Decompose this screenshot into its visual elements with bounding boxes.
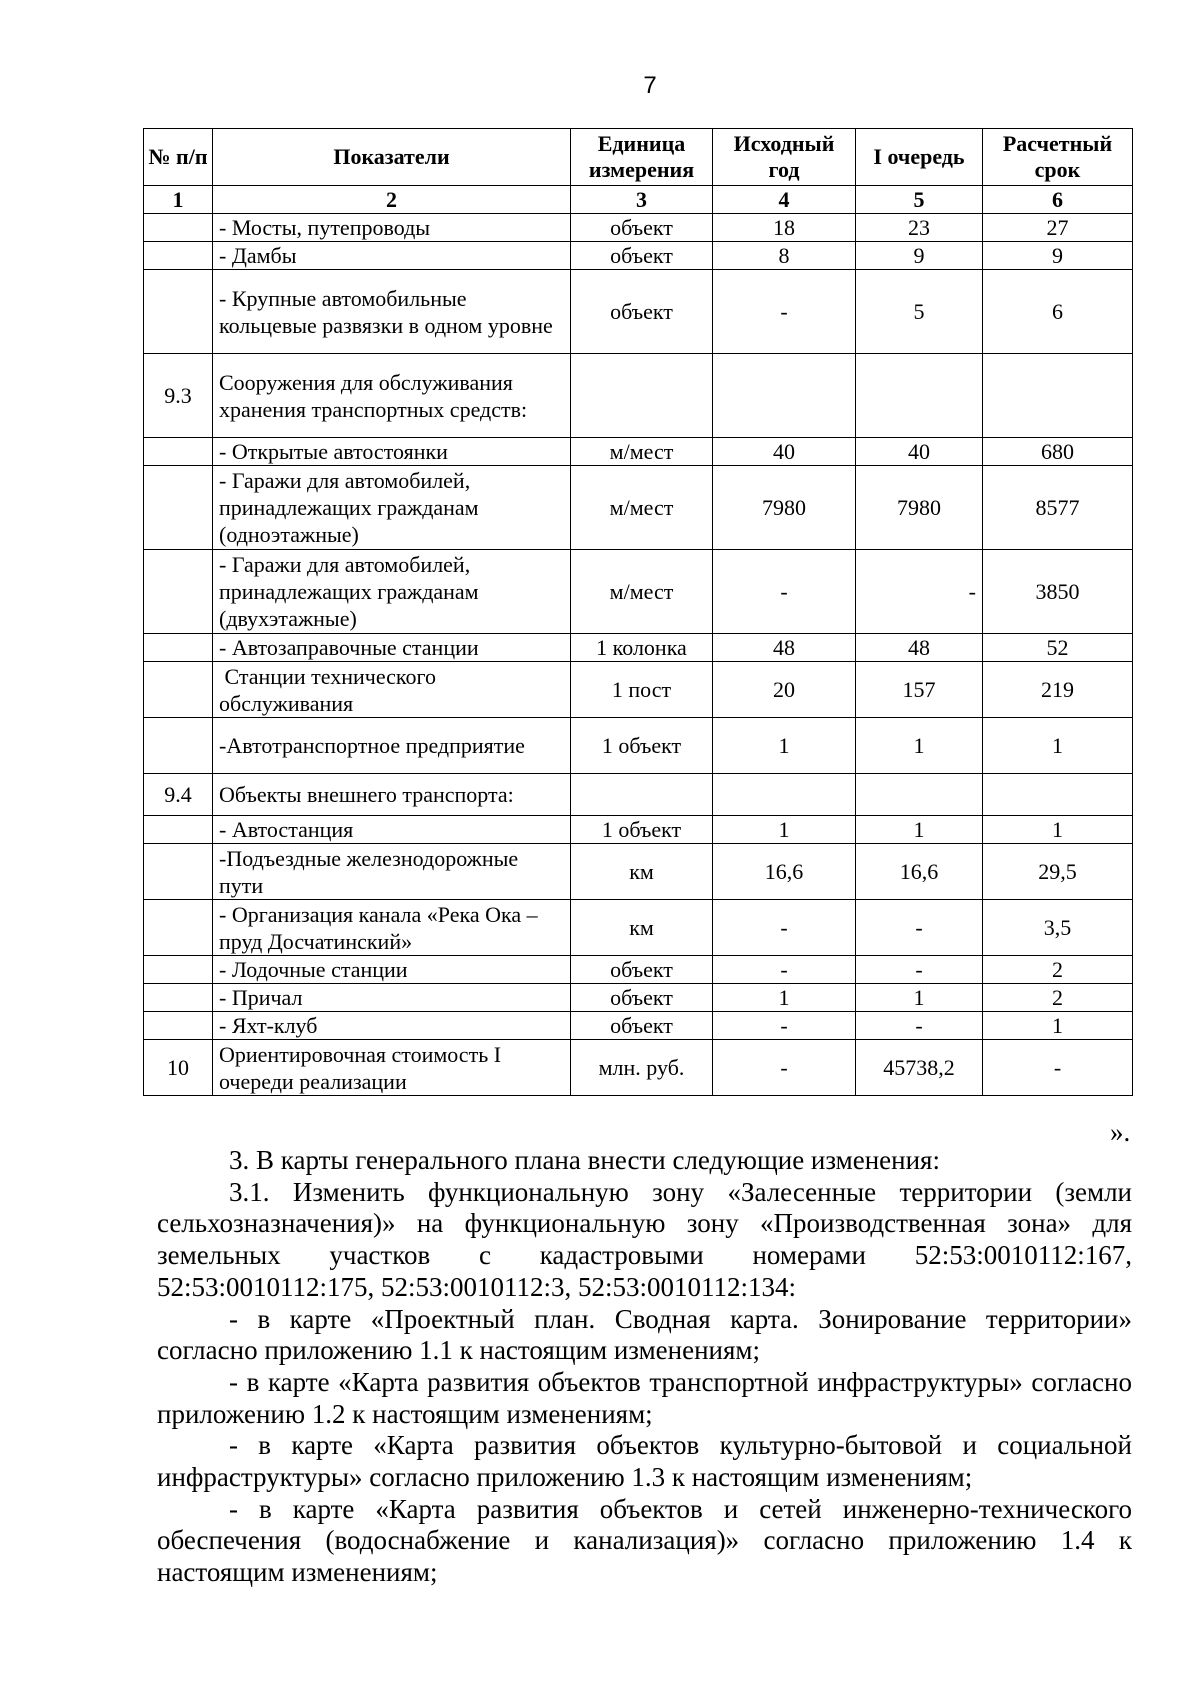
unit-cell: объект: [571, 270, 713, 354]
indicator-name: Ориентировочная стоимость I очереди реализации: [213, 1040, 571, 1096]
base-year-cell: 48: [713, 634, 856, 662]
header-cell: Единица измерения: [571, 129, 713, 186]
indicator-name: - Организация канала «Река Ока – пруд Досчатинский»: [213, 900, 571, 956]
indicator-name: - Гаражи для автомобилей, принадлежащих гражданам (двухэтажные): [213, 550, 571, 634]
first-stage-cell: 9: [856, 242, 983, 270]
target-term-cell: 6: [983, 270, 1133, 354]
target-term-cell: [983, 774, 1133, 816]
row-number: [144, 270, 213, 354]
target-term-cell: 3850: [983, 550, 1133, 634]
first-stage-cell: 1: [856, 816, 983, 844]
indicator-name: - Крупные автомобильные кольцевые развязки в одном уровне: [213, 270, 571, 354]
indicator-name: - Автостанция: [213, 816, 571, 844]
table-row: [144, 662, 1133, 718]
row-number: 9.3: [144, 354, 213, 438]
base-year-cell: 16,6: [713, 844, 856, 900]
indicator-name: - Яхт-клуб: [213, 1012, 571, 1040]
base-year-cell: 1: [713, 816, 856, 844]
paragraph: 3.1. Изменить функциональную зону «Залесенные территории (земли сельхозназначения)» на функциональную зону «Производственная зона» для земельных участков с кадастровыми номерами 52:53:0010112:167, 52:53:0010112:175, 52:53:0010112:3, 52:53:0010112:134:: [157, 1176, 1132, 1302]
target-term-cell: 9: [983, 242, 1133, 270]
first-stage-cell: 40: [856, 438, 983, 466]
first-stage-cell: -: [856, 956, 983, 984]
base-year-cell: 1: [713, 984, 856, 1012]
table-row: [144, 718, 1133, 774]
base-year-cell: 18: [713, 214, 856, 242]
unit-cell: объект: [571, 1012, 713, 1040]
unit-cell: объект: [571, 984, 713, 1012]
paragraph: - в карте «Карта развития объектов культурно-бытовой и социальной инфраструктуры» согласно приложению 1.3 к настоящим изменениям;: [157, 1430, 1132, 1493]
table-row: [144, 984, 1133, 1012]
table-header-row: [144, 129, 1133, 186]
row-number: 10: [144, 1040, 213, 1096]
column-number: 1: [144, 186, 213, 214]
row-number: 9.4: [144, 774, 213, 816]
target-term-cell: 219: [983, 662, 1133, 718]
table-row: [144, 438, 1133, 466]
indicator-name: - Открытые автостоянки: [213, 438, 571, 466]
row-number: [144, 438, 213, 466]
column-number: 5: [856, 186, 983, 214]
indicator-name: - Мосты, путепроводы: [213, 214, 571, 242]
row-number: [144, 718, 213, 774]
base-year-cell: 40: [713, 438, 856, 466]
first-stage-cell: [856, 774, 983, 816]
row-number: [144, 662, 213, 718]
base-year-cell: -: [713, 270, 856, 354]
row-number: [144, 634, 213, 662]
table-row: [144, 900, 1133, 956]
target-term-cell: 27: [983, 214, 1133, 242]
unit-cell: 1 объект: [571, 816, 713, 844]
indicator-name: - Лодочные станции: [213, 956, 571, 984]
target-term-cell: 2: [983, 956, 1133, 984]
indicator-name: -Подъездные железнодорожные пути: [213, 844, 571, 900]
unit-cell: 1 пост: [571, 662, 713, 718]
row-number: [144, 816, 213, 844]
unit-cell: м/мест: [571, 550, 713, 634]
base-year-cell: -: [713, 1012, 856, 1040]
unit-cell: [571, 774, 713, 816]
indicator-name: Объекты внешнего транспорта:: [213, 774, 571, 816]
base-year-cell: 7980: [713, 466, 856, 550]
column-number: 3: [571, 186, 713, 214]
first-stage-cell: -: [856, 1012, 983, 1040]
indicator-name: -Автотранспортное предприятие: [213, 718, 571, 774]
unit-cell: объект: [571, 956, 713, 984]
base-year-cell: -: [713, 550, 856, 634]
first-stage-cell: [856, 354, 983, 438]
column-number: 2: [213, 186, 571, 214]
indicator-name: - Автозаправочные станции: [213, 634, 571, 662]
table-section-row: [144, 354, 1133, 438]
target-term-cell: -: [983, 1040, 1133, 1096]
first-stage-cell: 5: [856, 270, 983, 354]
indicator-name: - Гаражи для автомобилей, принадлежащих гражданам (одноэтажные): [213, 466, 571, 550]
paragraph: - в карте «Карта развития объектов и сетей инженерно-технического обеспечения (водоснабжение и канализация)» согласно приложению 1.4 к настоящим изменениям;: [157, 1493, 1132, 1588]
unit-cell: м/мест: [571, 438, 713, 466]
indicator-name: Сооружения для обслуживания хранения транспортных средств:: [213, 354, 571, 438]
table-row: [144, 816, 1133, 844]
target-term-cell: 52: [983, 634, 1133, 662]
table-row: [144, 466, 1133, 550]
table-row: [144, 1012, 1133, 1040]
table-section-row: [144, 774, 1133, 816]
paragraph: - в карте «Карта развития объектов транспортной инфраструктуры» согласно приложению 1.2 к настоящим изменениям;: [157, 1366, 1132, 1429]
table-row: [144, 634, 1133, 662]
table-row: [144, 844, 1133, 900]
target-term-cell: [983, 354, 1133, 438]
target-term-cell: 1: [983, 1012, 1133, 1040]
table-row: [144, 270, 1133, 354]
first-stage-cell: 48: [856, 634, 983, 662]
indicator-name: - Дамбы: [213, 242, 571, 270]
target-term-cell: 3,5: [983, 900, 1133, 956]
unit-cell: 1 объект: [571, 718, 713, 774]
base-year-cell: -: [713, 956, 856, 984]
column-number: 6: [983, 186, 1133, 214]
table-row: [144, 956, 1133, 984]
target-term-cell: 2: [983, 984, 1133, 1012]
first-stage-cell: 157: [856, 662, 983, 718]
paragraph: - в карте «Проектный план. Сводная карта. Зонирование территории» согласно приложению 1.1 к настоящим изменениям;: [157, 1303, 1132, 1366]
table-row: [144, 242, 1133, 270]
header-cell: Исходный год: [713, 129, 856, 186]
target-term-cell: 680: [983, 438, 1133, 466]
table-row: [144, 550, 1133, 634]
header-cell: № п/п: [144, 129, 213, 186]
first-stage-cell: 7980: [856, 466, 983, 550]
unit-cell: 1 колонка: [571, 634, 713, 662]
first-stage-cell: 23: [856, 214, 983, 242]
row-number: [144, 214, 213, 242]
target-term-cell: 8577: [983, 466, 1133, 550]
unit-cell: объект: [571, 214, 713, 242]
header-cell: I очередь: [856, 129, 983, 186]
base-year-cell: 1: [713, 718, 856, 774]
unit-cell: [571, 354, 713, 438]
target-term-cell: 1: [983, 816, 1133, 844]
unit-cell: объект: [571, 242, 713, 270]
row-number: [144, 844, 213, 900]
base-year-cell: -: [713, 1040, 856, 1096]
base-year-cell: -: [713, 900, 856, 956]
header-cell: Показатели: [213, 129, 571, 186]
column-number-row: [144, 186, 1133, 214]
first-stage-cell: 16,6: [856, 844, 983, 900]
table-row: [144, 214, 1133, 242]
base-year-cell: [713, 774, 856, 816]
row-number: [144, 900, 213, 956]
row-number: [144, 1012, 213, 1040]
indicators-table: [143, 128, 1133, 1096]
base-year-cell: 8: [713, 242, 856, 270]
unit-cell: км: [571, 844, 713, 900]
target-term-cell: 1: [983, 718, 1133, 774]
row-number: [144, 466, 213, 550]
closing-quote: ».: [1110, 1117, 1131, 1147]
first-stage-cell: 1: [856, 718, 983, 774]
amendment-text: [157, 1145, 1132, 1589]
unit-cell: млн. руб.: [571, 1040, 713, 1096]
table-row: [144, 1040, 1133, 1096]
column-number: 4: [713, 186, 856, 214]
row-number: [144, 550, 213, 634]
first-stage-cell: 45738,2: [856, 1040, 983, 1096]
base-year-cell: 20: [713, 662, 856, 718]
header-cell: Расчетный срок: [983, 129, 1133, 186]
first-stage-cell: 1: [856, 984, 983, 1012]
first-stage-cell: -: [856, 900, 983, 956]
unit-cell: м/мест: [571, 466, 713, 550]
target-term-cell: 29,5: [983, 844, 1133, 900]
page-number: 7: [643, 72, 657, 99]
unit-cell: км: [571, 900, 713, 956]
indicator-name: Станции технического обслуживания: [213, 662, 571, 718]
first-stage-cell: -: [856, 550, 983, 634]
indicator-name: - Причал: [213, 984, 571, 1012]
row-number: [144, 956, 213, 984]
paragraph: 3. В карты генерального плана внести следующие изменения:: [229, 1145, 940, 1175]
row-number: [144, 984, 213, 1012]
row-number: [144, 242, 213, 270]
base-year-cell: [713, 354, 856, 438]
